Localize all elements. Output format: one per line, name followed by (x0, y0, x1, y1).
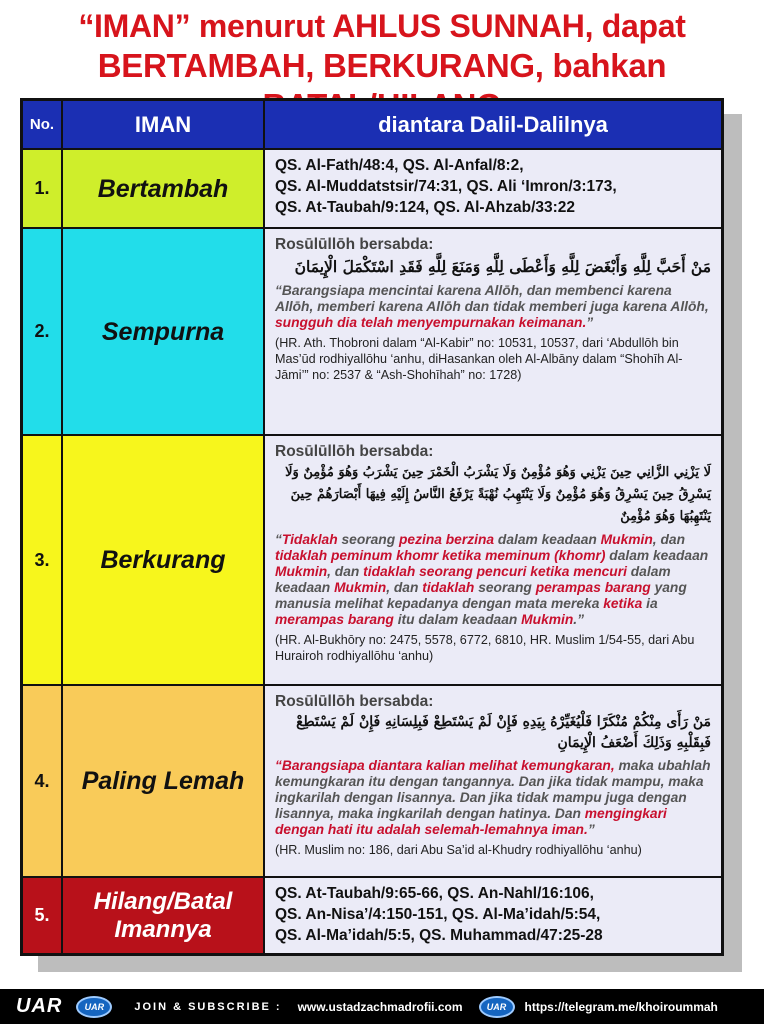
title-line-1: “IMAN” menurut AHLUS SUNNAH, dapat (78, 8, 686, 44)
quote-text: yang manusia melihat kepadanya dengan mata mereka (275, 580, 687, 611)
row-number: 4. (23, 686, 61, 876)
header-no: No. (23, 101, 61, 148)
quote-text: dalam keadaan (605, 548, 709, 563)
quote-text: itu dalam keadaan (393, 612, 522, 627)
website-link[interactable]: www.ustadzachmadrofii.com (297, 999, 463, 1014)
quote-text: maka ubahlah kemungkaran itu dengan tangannya. Dan jika tidak mampu, maka ingkarilah dengan lisannya. Dan jika tidak mampu juga dengan lisannya, maka ingkarilah dengan hatinya. Dan (275, 758, 711, 821)
row-refs-hilang-batal (265, 878, 721, 953)
arabic-hadith: مَنْ أَحَبَّ لِلَّهِ وَأَبْغَضَ لِلَّهِ وَأَعْطَى لِلَّهِ وَمَنَعَ لِلَّهِ فَقَدِ اسْتَكْمَلَ الْإِيمَانَ (294, 257, 711, 276)
quote-text: seorang (337, 532, 399, 547)
uar-logo: UAR (16, 995, 63, 1017)
quote-highlight: mengingkari dengan hati itu adalah selemah-lemahnya iman. (275, 806, 667, 837)
telegram-link[interactable]: https://telegram.me/khoiroummah (524, 999, 718, 1014)
quote-highlight: Mukmin (600, 532, 653, 547)
quote-highlight: “Barangsiapa diantara kalian melihat kemungkaran, (275, 758, 615, 773)
quote-text: dalam keadaan (494, 532, 601, 547)
hadith-source: (HR. Muslim no: 186, dari Abu Sa’id al-Khudry rodhiyallōhu ‘anhu) (275, 843, 642, 857)
quote-highlight: pezina berzina (398, 532, 495, 547)
ref-line: QS. Al-Fath/48:4, QS. Al-Anfal/8:2, (275, 157, 524, 174)
sabda-label: Rosūlūllōh bersabda: (275, 443, 434, 460)
name-line: Hilang/Batal (93, 887, 233, 915)
ref-line: QS. Al-Ma’idah/5:5, QS. Muhammad/47:25-28 (275, 927, 603, 944)
row-content-berkurang (265, 436, 721, 684)
quote-text: , dan (386, 580, 423, 595)
quote-end: ” (587, 822, 595, 837)
footer-bar (0, 989, 764, 1024)
quote-text: .” (573, 612, 585, 627)
title-line-2: BERTAMBAH, BERKURANG, bahkan (97, 47, 667, 84)
quote-highlight: tidaklah seorang pencuri ketika mencuri (363, 564, 627, 579)
quote-highlight: tidaklah peminum khomr ketika meminum (khomr) (275, 548, 606, 563)
quote-text: “ (275, 532, 282, 547)
hadith-source: (HR. Al-Bukhōry no: 2475, 5578, 6772, 6810, HR. Muslim 1/54-55, dari Abu Hurairoh rodhiyallōhu ‘anhu) (275, 633, 695, 663)
row-content-sempurna (265, 229, 721, 434)
row-name-hilang-batal (63, 878, 263, 953)
header-dalil: diantara Dalil-Dalilnya (265, 101, 721, 148)
name-line: Imannya (114, 915, 212, 943)
row-number: 2. (23, 229, 61, 434)
quote-highlight: Mukmin (275, 564, 328, 579)
ref-line: QS. An-Nisa’/4:150-151, QS. Al-Ma’idah/5:54, (275, 906, 601, 923)
ref-line: QS. At-Taubah/9:124, QS. Al-Ahzab/33:22 (275, 199, 576, 216)
row-name-paling-lemah: Paling Lemah (63, 686, 263, 876)
hadith-translation (275, 758, 711, 838)
quote-highlight: merampas barang (275, 612, 394, 627)
ref-line: QS. Al-Muddatstsir/74:31, QS. Ali ‘Imron/3:173, (275, 178, 617, 195)
row-name-berkurang: Berkurang (63, 436, 263, 684)
row-number: 3. (23, 436, 61, 684)
uar-badge-icon: UAR (479, 996, 515, 1018)
quote-highlight: ketika (603, 596, 643, 611)
quote-text: seorang (474, 580, 536, 595)
quote-end: ” (586, 315, 594, 330)
row-refs-bertambah (265, 150, 721, 227)
sabda-label: Rosūlūllōh bersabda: (275, 236, 434, 253)
quote-highlight: Mukmin (521, 612, 574, 627)
ref-line: QS. At-Taubah/9:65-66, QS. An-Nahl/16:106, (275, 885, 594, 902)
arabic-hadith: مَنْ رَأَى مِنْكُمْ مُنْكَرًا فَلْيُغَيِّرْهُ بِيَدِهِ فَإِنْ لَمْ يَسْتَطِعْ فَبِلِسَانِهِ فَإِنْ لَمْ يَسْتَطِعْ فَبِقَلْبِهِ وَذَلِكَ أَضْعَفُ الْإِيمَانِ (296, 714, 711, 751)
join-subscribe-label: JOIN & SUBSCRIBE : (134, 1000, 282, 1013)
header-iman: IMAN (63, 101, 263, 148)
iman-table (20, 98, 724, 956)
quote-text: “Barangsiapa mencintai karena Allōh, dan membenci karena Allōh, memberi karena Allōh dan tidak memberi juga karena Allōh, (275, 283, 709, 314)
hadith-translation (275, 532, 711, 628)
quote-highlight: Tidaklah (281, 532, 338, 547)
arabic-hadith: لَا يَزْنِي الزَّانِي حِينَ يَزْنِي وَهُوَ مُؤْمِنٌ وَلَا يَشْرَبُ الْخَمْرَ حِينَ يَشْرَبُ وَهُوَ مُؤْمِنٌ وَلَا يَسْرِقُ حِينَ يَسْرِقُ وَهُوَ مُؤْمِنٌ وَلَا يَنْتَهِبُ نُهْبَةً يَرْفَعُ النَّاسُ إِلَيْهِ فِيهَا أَبْصَارَهُمْ حِينَ يَنْتَهِبُهَا وَهُوَ مُؤْمِنٌ (285, 465, 711, 524)
row-name-bertambah: Bertambah (63, 150, 263, 227)
row-name-sempurna: Sempurna (63, 229, 263, 434)
quote-text: , dan (652, 532, 685, 547)
row-number: 5. (23, 878, 61, 953)
quote-text: ia (642, 596, 658, 611)
hadith-source: (HR. Ath. Thobroni dalam “Al-Kabir” no: 10531, 10537, dari ‘Abdullōh bin Mas’ūd rodhiyallōhu ‘anhu, diHasankan oleh Al-Albāny dalam “Shohīh Al-Jāmi’” no: 2537 & “Ash-Shohīhah” no: 1728) (275, 336, 683, 382)
quote-highlight: perampas barang (535, 580, 651, 595)
row-number: 1. (23, 150, 61, 227)
hadith-translation (275, 283, 711, 331)
sabda-label: Rosūlūllōh bersabda: (275, 693, 434, 710)
quote-highlight: tidaklah (422, 580, 475, 595)
quote-text: , dan (327, 564, 364, 579)
row-content-paling-lemah (265, 686, 721, 876)
quote-highlight: Mukmin (334, 580, 387, 595)
uar-badge-icon: UAR (76, 996, 112, 1018)
quote-text: dalam keadaan (275, 564, 671, 595)
quote-highlight: sungguh dia telah menyempurnakan keimanan. (275, 315, 587, 330)
